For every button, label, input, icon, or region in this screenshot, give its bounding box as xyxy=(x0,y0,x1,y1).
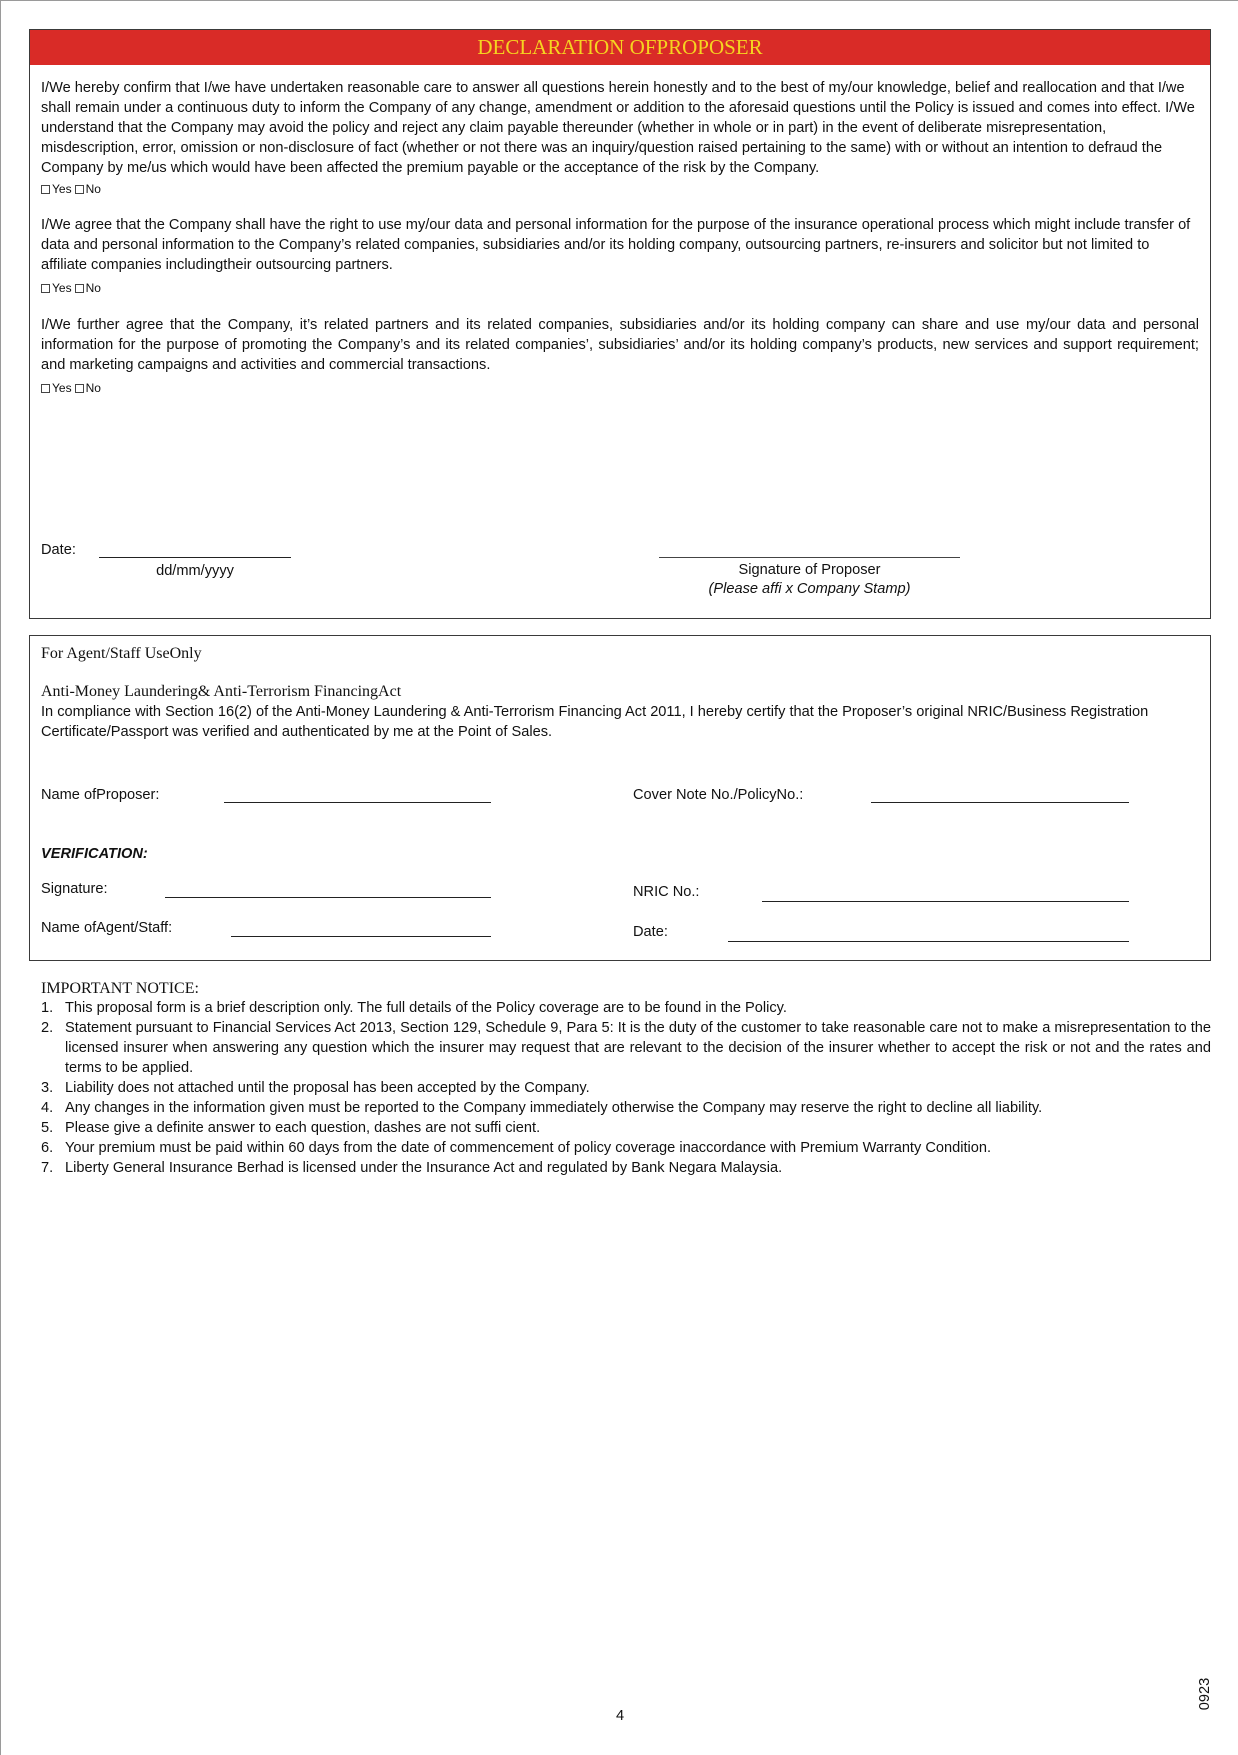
notice-item-text: Statement pursuant to Financial Services Act 2013, Section 129, Schedule 9, Para 5: It is the duty of the customer to take reasonable care not to make a misrepresentation to the licensed insurer when answering any question which the insurer may request that are relevant to the decision of the insurer whether to accept the risk or not and the rates and terms to be applied. xyxy=(65,1020,1211,1076)
notice-item-text: This proposal form is a brief description only. The full details of the Policy coverage are to be found in the Policy. xyxy=(65,1000,787,1016)
notice-item-number: 7. xyxy=(41,1160,54,1176)
consent-3-no-checkbox[interactable] xyxy=(75,384,84,393)
date-label: Date: xyxy=(41,542,76,558)
page-edge-top xyxy=(0,0,1238,1)
aml-subtitle: Anti-Money Laundering& Anti-Terrorism FinancingAct xyxy=(41,683,402,700)
notice-item-text: Liability does not attached until the proposal has been accepted by the Company. xyxy=(65,1080,590,1096)
consent-1-options xyxy=(41,182,101,196)
declaration-paragraph-2: I/We agree that the Company shall have the right to use my/our data and personal information for the purpose of the insurance operational process which might include transfer of data and personal information to the Company’s related companies, subsidiaries and/or its holding company, outsourcing partners, re-insurers and solicitor but not limited to affiliate companies includingtheir outsourcing partners. xyxy=(41,217,1191,273)
notice-item-number: 3. xyxy=(41,1080,54,1096)
aml-compliance-text: In compliance with Section 16(2) of the Anti-Money Laundering & Anti-Terrorism Financing Act 2011, I hereby certify that the Proposer’s original NRIC/Business Registration Certificate/Passport was verified and authenticated by me at the Point of Sales. xyxy=(41,704,1149,740)
signature-line[interactable] xyxy=(659,557,960,558)
date-input-line[interactable] xyxy=(99,557,291,558)
notice-item-number: 6. xyxy=(41,1140,54,1156)
agent-name-line[interactable] xyxy=(231,936,491,937)
consent-1-no-checkbox[interactable] xyxy=(75,185,84,194)
notice-item xyxy=(41,1018,1211,1078)
nric-line[interactable] xyxy=(762,901,1129,902)
cover-note-label: Cover Note No./PolicyNo.: xyxy=(633,787,804,803)
nric-label: NRIC No.: xyxy=(633,884,700,900)
notice-item-text: Liberty General Insurance Berhad is licensed under the Insurance Act and regulated by Bank Negara Malaysia. xyxy=(65,1160,783,1176)
notice-item-text: Please give a definite answer to each question, dashes are not suffi cient. xyxy=(65,1120,541,1136)
consent-2-no-checkbox[interactable] xyxy=(75,284,84,293)
important-notice-title: IMPORTANT NOTICE: xyxy=(41,980,199,997)
declaration-paragraph-3: I/We further agree that the Company, it’s related partners and its related companies, subsidiaries and/or its holding company can share and use my/our data and personal information for the purpose of promoting the Company’s and its related companies’, subsidiaries’ and/or its holding company’s products, new services and support requirement; and marketing campaigns and activities and commercial transactions. xyxy=(41,317,1199,373)
page-number: 4 xyxy=(615,1708,625,1724)
notice-item-number: 1. xyxy=(41,1000,54,1016)
agent-section-title: For Agent/Staff UseOnly xyxy=(41,645,202,662)
important-notice-list xyxy=(41,998,1211,1178)
notice-item xyxy=(41,998,1211,1018)
notice-item xyxy=(41,1138,1211,1158)
declaration-paragraph-1: I/We hereby confirm that I/we have undertaken reasonable care to answer all questions herein honestly and to the best of my/our knowledge, belief and reallocation and that I/we shall remain under a continuous duty to inform the Company of any change, amendment or addition to the aforesaid questions until the Policy is issued and comes into effect. I/We understand that the Company may avoid the policy and reject any claim payable thereunder (whether in whole or in part) in the event of deliberate misrepresentation, misdescription, error, omission or non-disclosure of fact (whether or not there was an inquiry/question raised pertaining to the same) with or without an intention to defraud the Company by me/us which would have been affected the premium payable or the acceptance of the risk by the Company. xyxy=(41,80,1195,176)
agent-date-label: Date: xyxy=(633,924,668,940)
consent-2-yes-label: Yes xyxy=(52,281,72,295)
form-code: 0923 xyxy=(1197,1677,1213,1711)
declaration-title: DECLARATION OFPROPOSER xyxy=(30,30,1210,65)
consent-3-yes-checkbox[interactable] xyxy=(41,384,50,393)
agent-name-label: Name ofAgent/Staff: xyxy=(41,920,173,936)
notice-item-number: 4. xyxy=(41,1100,54,1116)
date-format-hint: dd/mm/yyyy xyxy=(156,563,234,579)
notice-item xyxy=(41,1158,1211,1178)
notice-item-text: Your premium must be paid within 60 days from the date of commencement of policy coverage inaccordance with Premium Warranty Condition. xyxy=(65,1140,992,1156)
company-stamp-note: (Please affi x Company Stamp) xyxy=(708,581,911,597)
notice-item xyxy=(41,1078,1211,1098)
consent-2-no-label: No xyxy=(85,281,101,295)
notice-item xyxy=(41,1098,1211,1118)
verification-heading: VERIFICATION: xyxy=(41,846,148,862)
declaration-section xyxy=(29,29,1211,619)
name-of-proposer-label: Name ofProposer: xyxy=(41,787,160,803)
consent-1-yes-checkbox[interactable] xyxy=(41,185,50,194)
notice-item-number: 2. xyxy=(41,1020,54,1036)
consent-2-yes-checkbox[interactable] xyxy=(41,284,50,293)
notice-item xyxy=(41,1118,1211,1138)
cover-note-line[interactable] xyxy=(871,802,1129,803)
page-edge-left xyxy=(0,0,1,1755)
notice-item-number: 5. xyxy=(41,1120,54,1136)
consent-2-options xyxy=(41,281,101,295)
agent-signature-line[interactable] xyxy=(165,897,491,898)
consent-3-options xyxy=(41,381,101,395)
signature-label: Signature of Proposer xyxy=(738,562,881,578)
consent-3-no-label: No xyxy=(85,381,101,395)
agent-date-line[interactable] xyxy=(728,941,1129,942)
consent-1-yes-label: Yes xyxy=(52,182,72,196)
consent-1-no-label: No xyxy=(85,182,101,196)
consent-3-yes-label: Yes xyxy=(52,381,72,395)
agent-signature-label: Signature: xyxy=(41,881,108,897)
notice-item-text: Any changes in the information given must be reported to the Company immediately otherwise the Company may reserve the right to decline all liability. xyxy=(65,1100,1043,1116)
agent-staff-section xyxy=(29,635,1211,961)
name-of-proposer-line[interactable] xyxy=(224,802,491,803)
